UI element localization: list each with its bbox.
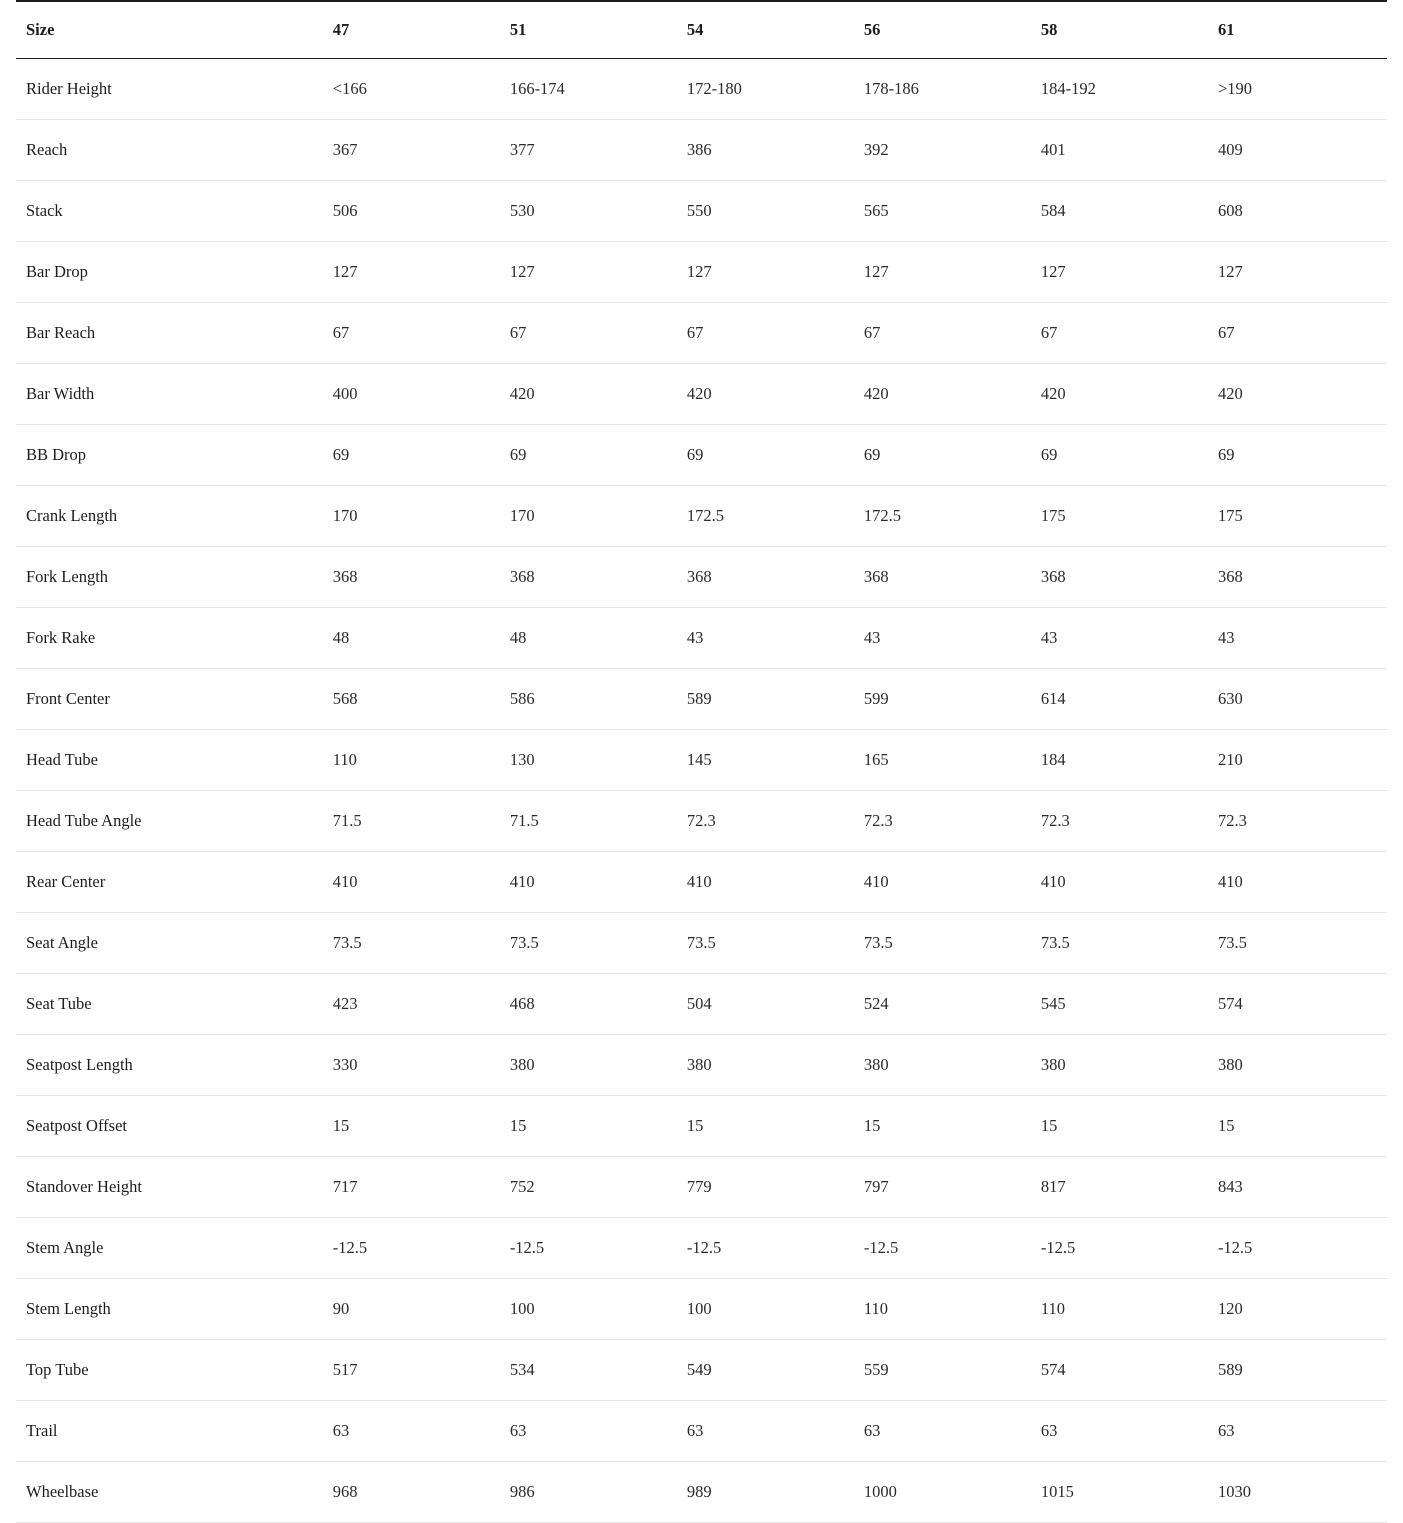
cell: 127 xyxy=(1210,242,1387,303)
row-label: Seat Angle xyxy=(16,913,325,974)
cell: 48 xyxy=(325,608,502,669)
row-label: Fork Length xyxy=(16,547,325,608)
cell: 752 xyxy=(502,1157,679,1218)
cell: 380 xyxy=(502,1035,679,1096)
cell: 43 xyxy=(1210,608,1387,669)
cell: -12.5 xyxy=(1033,1218,1210,1279)
cell: 73.5 xyxy=(1033,913,1210,974)
table-row xyxy=(16,791,1387,852)
cell: 67 xyxy=(856,303,1033,364)
cell: 989 xyxy=(679,1462,856,1523)
cell: 330 xyxy=(325,1035,502,1096)
cell: 165 xyxy=(856,730,1033,791)
cell: 574 xyxy=(1033,1340,1210,1401)
cell: 420 xyxy=(856,364,1033,425)
cell: 170 xyxy=(502,486,679,547)
table-row xyxy=(16,59,1387,120)
cell: 63 xyxy=(856,1401,1033,1462)
geometry-table xyxy=(16,0,1387,1523)
cell: 968 xyxy=(325,1462,502,1523)
cell: 15 xyxy=(1210,1096,1387,1157)
cell: 67 xyxy=(679,303,856,364)
cell: 15 xyxy=(325,1096,502,1157)
cell: 166-174 xyxy=(502,59,679,120)
row-label: Seat Tube xyxy=(16,974,325,1035)
row-label: Crank Length xyxy=(16,486,325,547)
cell: 410 xyxy=(1210,852,1387,913)
cell: 608 xyxy=(1210,181,1387,242)
cell: 410 xyxy=(502,852,679,913)
cell: 72.3 xyxy=(1210,791,1387,852)
cell: -12.5 xyxy=(679,1218,856,1279)
table-row xyxy=(16,1340,1387,1401)
cell: 15 xyxy=(679,1096,856,1157)
cell: 48 xyxy=(502,608,679,669)
cell: 120 xyxy=(1210,1279,1387,1340)
cell: 420 xyxy=(502,364,679,425)
cell: -12.5 xyxy=(502,1218,679,1279)
cell: 368 xyxy=(679,547,856,608)
cell: 15 xyxy=(856,1096,1033,1157)
cell: 172.5 xyxy=(856,486,1033,547)
cell: 73.5 xyxy=(1210,913,1387,974)
cell: 400 xyxy=(325,364,502,425)
cell: 797 xyxy=(856,1157,1033,1218)
row-label: BB Drop xyxy=(16,425,325,486)
table-row xyxy=(16,425,1387,486)
cell: 73.5 xyxy=(856,913,1033,974)
table-row xyxy=(16,242,1387,303)
row-label: Rider Height xyxy=(16,59,325,120)
cell: 380 xyxy=(856,1035,1033,1096)
cell: 614 xyxy=(1033,669,1210,730)
cell: 843 xyxy=(1210,1157,1387,1218)
cell: 986 xyxy=(502,1462,679,1523)
cell: 630 xyxy=(1210,669,1387,730)
cell: 127 xyxy=(1033,242,1210,303)
table-row xyxy=(16,364,1387,425)
cell: 401 xyxy=(1033,120,1210,181)
cell: <166 xyxy=(325,59,502,120)
table-header-row xyxy=(16,1,1387,59)
cell: 127 xyxy=(856,242,1033,303)
table-body xyxy=(16,59,1387,1523)
cell: 368 xyxy=(325,547,502,608)
cell: 420 xyxy=(679,364,856,425)
cell: 410 xyxy=(325,852,502,913)
cell: 367 xyxy=(325,120,502,181)
cell: 73.5 xyxy=(325,913,502,974)
cell: 110 xyxy=(1033,1279,1210,1340)
cell: 368 xyxy=(1210,547,1387,608)
cell: 71.5 xyxy=(502,791,679,852)
table-header xyxy=(16,1,1387,59)
row-label: Trail xyxy=(16,1401,325,1462)
cell: 210 xyxy=(1210,730,1387,791)
cell: 184-192 xyxy=(1033,59,1210,120)
cell: 717 xyxy=(325,1157,502,1218)
cell: 1030 xyxy=(1210,1462,1387,1523)
cell: 43 xyxy=(856,608,1033,669)
row-label: Standover Height xyxy=(16,1157,325,1218)
cell: 63 xyxy=(679,1401,856,1462)
cell: -12.5 xyxy=(325,1218,502,1279)
table-row xyxy=(16,608,1387,669)
row-label: Front Center xyxy=(16,669,325,730)
cell: 67 xyxy=(1033,303,1210,364)
cell: 599 xyxy=(856,669,1033,730)
cell: 63 xyxy=(325,1401,502,1462)
column-header-61: 61 xyxy=(1210,1,1387,59)
cell: 130 xyxy=(502,730,679,791)
cell: >190 xyxy=(1210,59,1387,120)
table-row xyxy=(16,1218,1387,1279)
cell: 69 xyxy=(1210,425,1387,486)
cell: 549 xyxy=(679,1340,856,1401)
cell: 534 xyxy=(502,1340,679,1401)
cell: 67 xyxy=(1210,303,1387,364)
cell: 15 xyxy=(1033,1096,1210,1157)
cell: 43 xyxy=(679,608,856,669)
cell: 545 xyxy=(1033,974,1210,1035)
cell: 90 xyxy=(325,1279,502,1340)
row-label: Top Tube xyxy=(16,1340,325,1401)
cell: 410 xyxy=(856,852,1033,913)
row-label: Fork Rake xyxy=(16,608,325,669)
row-label: Wheelbase xyxy=(16,1462,325,1523)
cell: 69 xyxy=(325,425,502,486)
cell: 73.5 xyxy=(679,913,856,974)
cell: 410 xyxy=(679,852,856,913)
cell: 172-180 xyxy=(679,59,856,120)
row-label: Seatpost Offset xyxy=(16,1096,325,1157)
cell: 71.5 xyxy=(325,791,502,852)
cell: 392 xyxy=(856,120,1033,181)
cell: 100 xyxy=(679,1279,856,1340)
cell: 423 xyxy=(325,974,502,1035)
row-label: Stem Length xyxy=(16,1279,325,1340)
table-row xyxy=(16,1462,1387,1523)
cell: 67 xyxy=(325,303,502,364)
cell: 504 xyxy=(679,974,856,1035)
table-row xyxy=(16,913,1387,974)
cell: 63 xyxy=(1033,1401,1210,1462)
cell: 386 xyxy=(679,120,856,181)
cell: 368 xyxy=(856,547,1033,608)
cell: 127 xyxy=(325,242,502,303)
cell: 172.5 xyxy=(679,486,856,547)
row-label: Head Tube Angle xyxy=(16,791,325,852)
cell: 410 xyxy=(1033,852,1210,913)
cell: 420 xyxy=(1033,364,1210,425)
row-label: Bar Drop xyxy=(16,242,325,303)
cell: 550 xyxy=(679,181,856,242)
row-label: Seatpost Length xyxy=(16,1035,325,1096)
table-row xyxy=(16,852,1387,913)
cell: 175 xyxy=(1033,486,1210,547)
column-header-56: 56 xyxy=(856,1,1033,59)
table-row xyxy=(16,730,1387,791)
cell: 559 xyxy=(856,1340,1033,1401)
cell: -12.5 xyxy=(1210,1218,1387,1279)
cell: 530 xyxy=(502,181,679,242)
cell: 779 xyxy=(679,1157,856,1218)
cell: 380 xyxy=(1210,1035,1387,1096)
cell: 468 xyxy=(502,974,679,1035)
row-label: Stem Angle xyxy=(16,1218,325,1279)
table-row xyxy=(16,303,1387,364)
cell: 574 xyxy=(1210,974,1387,1035)
cell: 110 xyxy=(856,1279,1033,1340)
table-row xyxy=(16,181,1387,242)
table-row xyxy=(16,1035,1387,1096)
table-row xyxy=(16,669,1387,730)
cell: 565 xyxy=(856,181,1033,242)
cell: -12.5 xyxy=(856,1218,1033,1279)
cell: 73.5 xyxy=(502,913,679,974)
row-label: Bar Reach xyxy=(16,303,325,364)
column-header-size: Size xyxy=(16,1,325,59)
table-row xyxy=(16,547,1387,608)
cell: 377 xyxy=(502,120,679,181)
table-row xyxy=(16,974,1387,1035)
column-header-54: 54 xyxy=(679,1,856,59)
cell: 506 xyxy=(325,181,502,242)
cell: 145 xyxy=(679,730,856,791)
cell: 110 xyxy=(325,730,502,791)
cell: 568 xyxy=(325,669,502,730)
cell: 72.3 xyxy=(679,791,856,852)
cell: 589 xyxy=(679,669,856,730)
cell: 69 xyxy=(502,425,679,486)
row-label: Head Tube xyxy=(16,730,325,791)
table-row xyxy=(16,486,1387,547)
cell: 368 xyxy=(502,547,679,608)
cell: 72.3 xyxy=(1033,791,1210,852)
cell: 72.3 xyxy=(856,791,1033,852)
row-label: Reach xyxy=(16,120,325,181)
cell: 1000 xyxy=(856,1462,1033,1523)
cell: 63 xyxy=(502,1401,679,1462)
table-row xyxy=(16,1279,1387,1340)
row-label: Bar Width xyxy=(16,364,325,425)
table-row xyxy=(16,1096,1387,1157)
column-header-58: 58 xyxy=(1033,1,1210,59)
cell: 15 xyxy=(502,1096,679,1157)
cell: 127 xyxy=(502,242,679,303)
cell: 178-186 xyxy=(856,59,1033,120)
row-label: Stack xyxy=(16,181,325,242)
cell: 517 xyxy=(325,1340,502,1401)
cell: 170 xyxy=(325,486,502,547)
cell: 409 xyxy=(1210,120,1387,181)
row-label: Rear Center xyxy=(16,852,325,913)
cell: 368 xyxy=(1033,547,1210,608)
cell: 63 xyxy=(1210,1401,1387,1462)
cell: 817 xyxy=(1033,1157,1210,1218)
cell: 175 xyxy=(1210,486,1387,547)
cell: 584 xyxy=(1033,181,1210,242)
cell: 127 xyxy=(679,242,856,303)
cell: 586 xyxy=(502,669,679,730)
table-row xyxy=(16,120,1387,181)
cell: 589 xyxy=(1210,1340,1387,1401)
cell: 184 xyxy=(1033,730,1210,791)
cell: 100 xyxy=(502,1279,679,1340)
cell: 69 xyxy=(679,425,856,486)
column-header-47: 47 xyxy=(325,1,502,59)
cell: 43 xyxy=(1033,608,1210,669)
table-row xyxy=(16,1401,1387,1462)
cell: 69 xyxy=(1033,425,1210,486)
column-header-51: 51 xyxy=(502,1,679,59)
cell: 69 xyxy=(856,425,1033,486)
cell: 1015 xyxy=(1033,1462,1210,1523)
cell: 420 xyxy=(1210,364,1387,425)
cell: 380 xyxy=(679,1035,856,1096)
table-row xyxy=(16,1157,1387,1218)
cell: 524 xyxy=(856,974,1033,1035)
cell: 67 xyxy=(502,303,679,364)
cell: 380 xyxy=(1033,1035,1210,1096)
